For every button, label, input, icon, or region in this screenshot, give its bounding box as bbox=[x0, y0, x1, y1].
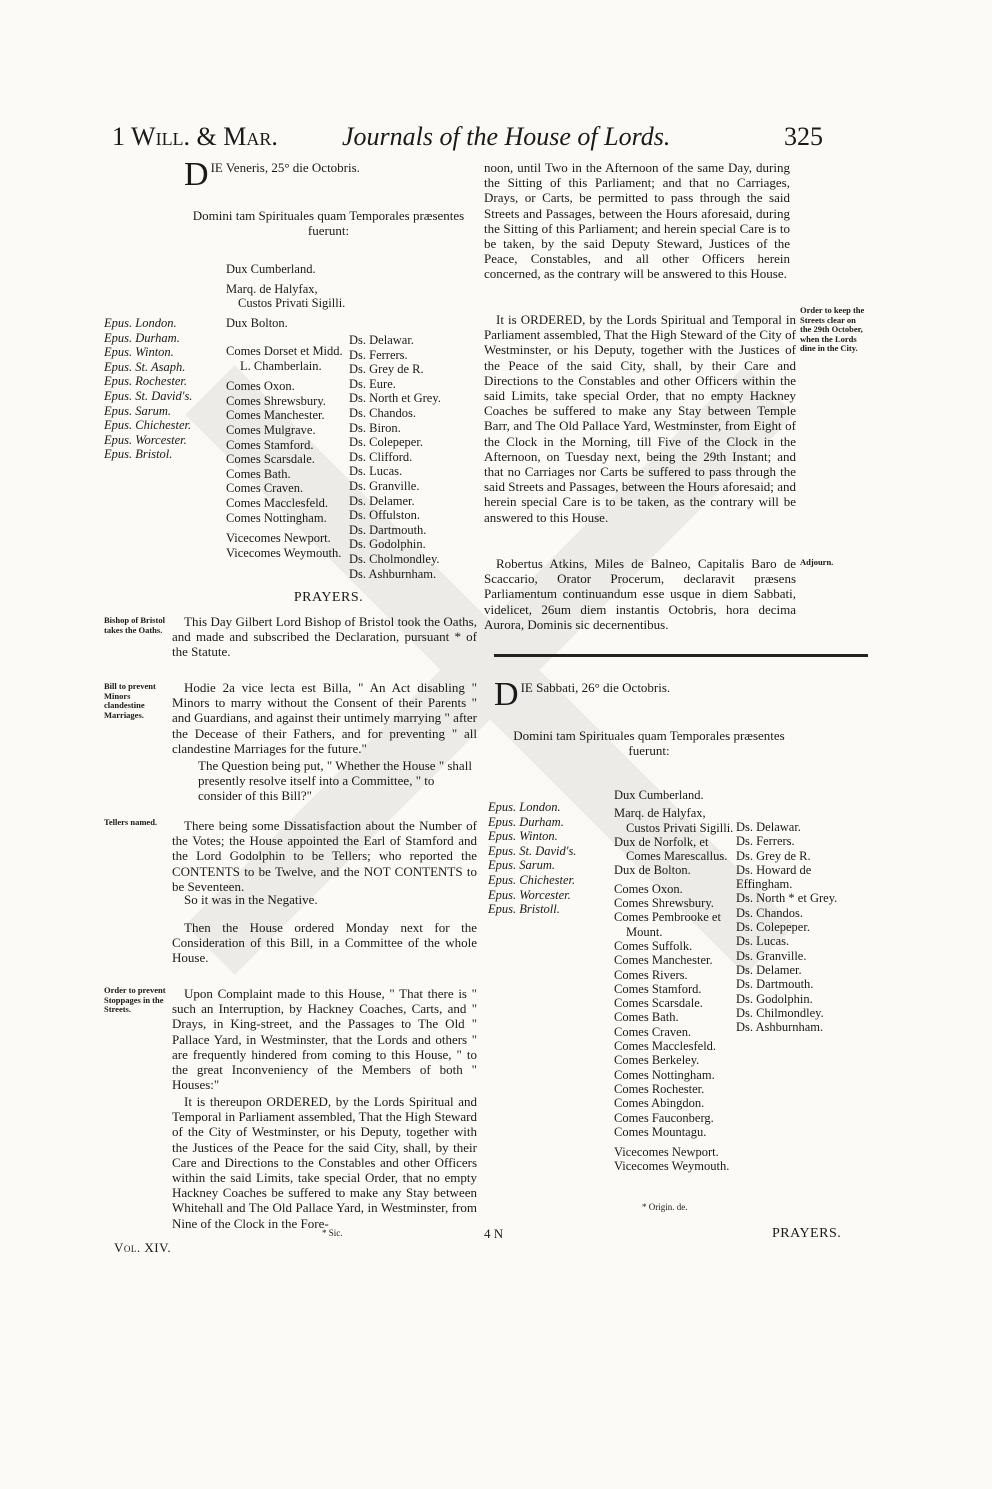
list-item: Ds. Biron. bbox=[349, 420, 401, 435]
list-item: Vicecomes Newport. bbox=[226, 531, 331, 546]
page-number: 325 bbox=[784, 122, 823, 151]
list-item: Ds. Ashburnham. bbox=[736, 1020, 824, 1035]
list-item: Comes Craven. bbox=[614, 1024, 692, 1039]
list-item: Comes Suffolk. bbox=[614, 938, 693, 953]
list-item: Comes Oxon. bbox=[226, 379, 295, 394]
list-item: Ds. Godolphin. bbox=[736, 991, 813, 1006]
domini-line: Domini tam Spirituales quam Temporales præsentes fuerunt: bbox=[192, 208, 465, 239]
list-item: Ds. Colepeper. bbox=[736, 920, 810, 935]
list-item: Dux Bolton. bbox=[226, 315, 288, 330]
list-item: Comes Nottingham. bbox=[226, 510, 327, 525]
list-item: Comes Stamford. bbox=[226, 437, 314, 452]
list-item: Ds. North et Grey. bbox=[349, 391, 441, 406]
bishop-paragraph: This Day Gilbert Lord Bishop of Bristol took the Oaths, and made and subscribed the Declaration, pursuant * of the Statute. bbox=[172, 614, 477, 660]
list-item: Comes Mulgrave. bbox=[226, 422, 316, 437]
dux-block-1 bbox=[226, 262, 345, 330]
footnote-left: * Sic. bbox=[322, 1228, 343, 1238]
list-item: Ds. North * et Grey. bbox=[736, 891, 838, 906]
list-item: Epus. Chichester. bbox=[104, 418, 192, 433]
list-item: Mount. bbox=[626, 924, 663, 939]
list-item: Comes Berkeley. bbox=[614, 1053, 700, 1068]
list-item: Comes Macclesfeld. bbox=[614, 1039, 717, 1054]
list-item: Epus. Winton. bbox=[488, 829, 558, 844]
list-item: Comes Nottingham. bbox=[614, 1067, 715, 1082]
list-item: Comes Macclesfeld. bbox=[226, 495, 329, 510]
margin-note-tellers: Tellers named. bbox=[104, 817, 158, 827]
list-item: Ds. Lucas. bbox=[736, 934, 790, 949]
list-item: Ds. Ashburnham. bbox=[349, 566, 437, 581]
list-item: Comes Rochester. bbox=[614, 1081, 705, 1096]
list-item: Epus. Bristol. bbox=[104, 447, 173, 462]
list-item: Dux Cumberland. bbox=[614, 788, 704, 802]
list-item: Epus. Sarum. bbox=[488, 858, 556, 873]
complaint-paragraph: Upon Complaint made to this House, " That there is " such an Interruption, by Hackney Coaches, Carts, and " Drays, in King-street, and the Passages to The Old " Pallace Yard, in Westminster, that the Lords and others " are frequently hindered from coming to this House, " to the great Inconveniency of the Members of both " Houses:" bbox=[172, 986, 477, 1093]
date-text: IE Veneris, 25° die Octobris. bbox=[210, 160, 360, 175]
list-item: Comes Rivers. bbox=[614, 967, 688, 982]
list-item: Epus. London. bbox=[488, 800, 561, 814]
prayers-heading: PRAYERS. bbox=[293, 590, 364, 605]
list-item: Comes Oxon. bbox=[614, 881, 683, 896]
list-item: Vicecomes Weymouth. bbox=[614, 1159, 730, 1174]
list-item: Ds. Ferrers. bbox=[349, 347, 408, 362]
bill-paragraph: Hodie 2a vice lecta est Billa, " An Act disabling " Minors to marry without the Consent of their Parents " and Guardians, and against their untimely marrying " after the Decease of their Fathers, and for preventing " all clandestine Marriages for the future." bbox=[172, 680, 477, 756]
margin-note-order2: Order to keep the Streets clear on the 29th October, when the Lords dine in the City. bbox=[800, 305, 865, 353]
list-item: Epus. Worcester. bbox=[488, 887, 571, 902]
drop-cap: D bbox=[494, 676, 519, 713]
list-item: Dux de Bolton. bbox=[614, 863, 691, 878]
list-item: Ds. Clifford. bbox=[349, 449, 413, 464]
margin-note-order: Order to prevent Stoppages in the Streets. bbox=[104, 985, 166, 1014]
list-item: Ds. Delawar. bbox=[736, 820, 801, 834]
continuation-paragraph: noon, until Two in the Afternoon of the same Day, during the Sitting of this Parliament; and that no Carriages, Drays, or Carts, be permitted to pass through the said Streets and Passages, between the Hours aforesaid, during the Sitting of this Parliament; and herein special Care is to be taken, by the said Deputy Steward, Justices of the Peace, Constables, and all other Officers herein concerned, as the contrary will be answered to this House. bbox=[484, 160, 790, 282]
list-item: Vicecomes Newport. bbox=[614, 1145, 719, 1160]
adjourn-paragraph: Robertus Atkins, Miles de Balneo, Capitalis Baro de Scaccario, Orator Procerum, declaravit præsens Parliamentum continuandum esse usque in diem Sabbati, videlicet, 26um diem instantis Octobris, hora decima Aurora, Dominis sic decernentibus. bbox=[484, 556, 796, 632]
list-item: Comes Pembrooke et bbox=[614, 910, 721, 925]
epus-list-1 bbox=[104, 316, 192, 462]
date-heading-2 bbox=[494, 676, 794, 713]
list-item: Ds. Delamer. bbox=[349, 493, 415, 508]
drop-cap: D bbox=[184, 156, 209, 193]
list-item: Ds. Dartmouth. bbox=[349, 522, 427, 537]
list-item: L. Chamberlain. bbox=[240, 358, 322, 373]
signature-mark: 4 N bbox=[484, 1226, 504, 1241]
list-item: Ds. Dartmouth. bbox=[736, 977, 814, 992]
list-item: Epus. Rochester. bbox=[104, 374, 187, 389]
list-item: Comes Marescallus. bbox=[626, 849, 728, 864]
list-item: Ds. Lucas. bbox=[349, 464, 403, 479]
list-item: Comes Shrewsbury. bbox=[614, 896, 714, 911]
list-item: Ds. Howard de Effingham. bbox=[736, 862, 812, 892]
question-paragraph: The Question being put, " Whether the House " shall presently resolve itself into a Committee, " to consider of this Bill?" bbox=[198, 758, 472, 804]
list-item: Comes Mountagu. bbox=[614, 1124, 707, 1139]
list-item: Marq. de Halyfax, bbox=[614, 806, 706, 821]
list-item: Epus. Bristoll. bbox=[488, 902, 560, 917]
list-item: Dux de Norfolk, et bbox=[614, 834, 709, 849]
ds-list-1 bbox=[349, 333, 441, 581]
list-item: Ds. Eure. bbox=[349, 376, 396, 391]
list-item: Comes Dorset et Midd. bbox=[226, 344, 343, 358]
list-item: Epus. St. David's. bbox=[488, 843, 577, 858]
monday-paragraph: Then the House ordered Monday next for the Consideration of this Bill, in a Committee of the whole House. bbox=[172, 920, 477, 966]
list-item: Epus. Durham. bbox=[488, 814, 564, 829]
list-item: Vicecomes Weymouth. bbox=[226, 545, 342, 560]
list-item: Comes Scarsdale. bbox=[614, 996, 703, 1011]
list-item: Ds. Colepeper. bbox=[349, 435, 423, 450]
catchword: PRAYERS. bbox=[772, 1226, 842, 1241]
list-item: Comes Scarsdale. bbox=[226, 452, 315, 467]
footnote-right: * Origin. de. bbox=[642, 1202, 688, 1212]
list-item: Ds. Godolphin. bbox=[349, 537, 426, 552]
margin-note-bishop: Bishop of Bristol takes the Oaths. bbox=[104, 615, 165, 635]
list-item: Epus. Sarum. bbox=[104, 403, 172, 418]
negative-line: So it was in the Negative. bbox=[184, 892, 318, 907]
list-item: Ds. Chandos. bbox=[736, 905, 804, 920]
list-item: Marq. de Halyfax, bbox=[226, 281, 318, 296]
list-item: Ds. Delamer. bbox=[736, 962, 802, 977]
list-item: Comes Craven. bbox=[226, 481, 304, 496]
order2-paragraph: It is ORDERED, by the Lords Spiritual and Temporal in Parliament assembled, That the High Steward of the City of Westminster, or his Deputy, together with the Justices of the Peace of the said City, shall, by their Care and Directions to the Constables and other Officers within the said Limits, take special Order, that no empty Hackney Coaches be suffered to make any Stay between Temple Barr, and The Old Pallace Yard, Westminster, from Eight of the Clock in the Morning, till Five of the Clock in the Afternoon, on Tuesday next, being the 29th Instant; and that no Carriages nor Carts be suffered to pass through the said Streets and Passages, between the Hours aforesaid; and herein special Care is to be taken, as the contrary will be answered to this House. bbox=[484, 312, 796, 525]
list-item: Epus. Durham. bbox=[104, 330, 180, 345]
ds-list-2 bbox=[736, 820, 860, 1034]
list-item: Ds. Offulston. bbox=[349, 508, 420, 523]
list-item: Epus. Worcester. bbox=[104, 432, 187, 447]
margin-note-bill: Bill to prevent Minors clandestine Marriages. bbox=[104, 681, 156, 720]
list-item: Custos Privati Sigilli. bbox=[626, 820, 734, 835]
tellers-paragraph: There being some Dissatisfaction about the Number of the Votes; the House appointed the Earl of Stamford and the Lord Godolphin to be Tellers; who reported the CONTENTS to be Twelve, and the NOT CONTENTS to be Seventeen. bbox=[172, 818, 477, 894]
date-heading-1 bbox=[184, 156, 474, 193]
list-item: Epus. London. bbox=[104, 316, 177, 330]
list-item: Ds. Grey de R. bbox=[349, 362, 424, 377]
list-item: Ds. Ferrers. bbox=[736, 834, 795, 849]
list-item: Dux Cumberland. bbox=[226, 262, 316, 276]
list-item: Ds. Chandos. bbox=[349, 405, 417, 420]
domini-line: Domini tam Spirituales quam Temporales præsentes fuerunt: bbox=[513, 728, 785, 759]
epus-list-2 bbox=[488, 800, 576, 917]
list-item: Comes Bath. bbox=[226, 466, 291, 481]
list-item: Comes Shrewsbury. bbox=[226, 393, 326, 408]
date-text: IE Sabbati, 26° die Octobris. bbox=[520, 680, 671, 695]
list-item: Ds. Granville. bbox=[349, 478, 420, 493]
list-item: Custos Privati Sigilli. bbox=[238, 296, 346, 311]
nobles-list-2 bbox=[614, 788, 733, 1174]
list-item: Comes Manchester. bbox=[614, 953, 713, 968]
list-item: Epus. Winton. bbox=[104, 345, 174, 360]
ordered-paragraph: It is thereupon ORDERED, by the Lords Spiritual and Temporal in Parliament assembled, That the High Steward of the City of Westminster, or his Deputy, together with the Justices of the Peace for the said City, shall, by their Care and Directions to the Constables and other Officers within the said Limits, take special Order, that no empty Hackney Coaches be suffered to make any Stay between Whitehall and The Old Pallace Yard, in Westminster, from Nine of the Clock in the Fore- bbox=[172, 1094, 477, 1231]
list-item: Ds. Granville. bbox=[736, 948, 807, 963]
list-item: Epus. St. David's. bbox=[104, 388, 193, 403]
list-item: Ds. Delawar. bbox=[349, 333, 414, 347]
list-item: Ds. Chilmondley. bbox=[736, 1005, 824, 1020]
section-divider bbox=[494, 654, 868, 657]
list-item: Comes Fauconberg. bbox=[614, 1110, 714, 1125]
running-head-title: Journals of the House of Lords. bbox=[342, 122, 671, 151]
list-item: Ds. Cholmondley. bbox=[349, 551, 440, 566]
list-item: Comes Bath. bbox=[614, 1010, 679, 1025]
list-item: Epus. St. Asaph. bbox=[104, 359, 186, 374]
list-item: Comes Stamford. bbox=[614, 981, 702, 996]
list-item: Comes Manchester. bbox=[226, 408, 325, 423]
running-head-left: 1 Will. & Mar. bbox=[112, 122, 278, 151]
margin-note-adjourn: Adjourn. bbox=[800, 557, 834, 567]
comes-list-1 bbox=[226, 344, 343, 560]
list-item: Ds. Grey de R. bbox=[736, 848, 811, 863]
volume-label: Vol. XIV. bbox=[114, 1240, 172, 1255]
list-item: Comes Abingdon. bbox=[614, 1096, 705, 1111]
list-item: Epus. Chichester. bbox=[488, 872, 576, 887]
